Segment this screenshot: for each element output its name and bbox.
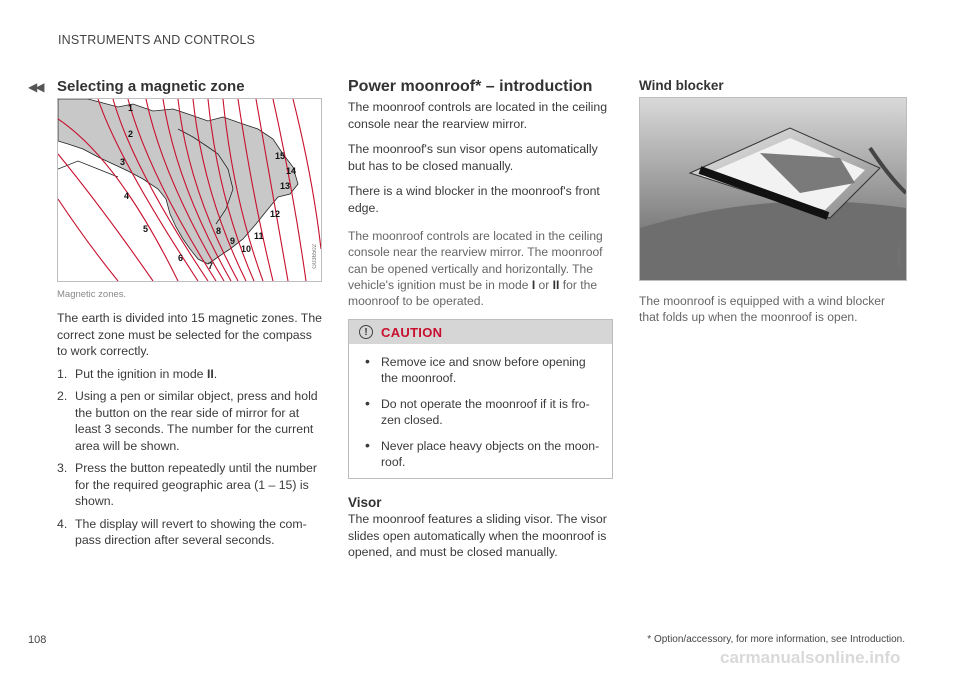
magnetic-zone-intro: The earth is divided into 15 magnetic zones. The correct zone must be selected for the compass to work correctly. xyxy=(57,311,322,359)
zone-label: 10 xyxy=(241,244,252,254)
magnetic-zones-figure xyxy=(57,98,322,282)
figure-code: G043471 xyxy=(897,243,903,268)
caution-title: CAUTION xyxy=(381,324,443,340)
column-magnetic-zone xyxy=(57,78,322,555)
figure-code: G036502 xyxy=(312,244,318,269)
caution-list xyxy=(349,344,612,478)
zone-label: 1 xyxy=(128,103,134,113)
zone-label: 9 xyxy=(230,236,236,246)
figure-caption: Magnetic zones. xyxy=(57,289,127,300)
step-item: 2. Using a pen or similar object, press and hold the button on the rear side of mirror for at least 3 seconds. The number for the current area will be shown. xyxy=(57,389,318,453)
zone-label: 11 xyxy=(254,231,264,241)
heading-wind-blocker: Wind blocker xyxy=(639,78,724,93)
page-number: 108 xyxy=(28,634,47,646)
step-item: 3. Press the button repeatedly until the number for the required geographic area (1 – 15) is shown. xyxy=(57,461,317,509)
heading-visor: Visor xyxy=(348,495,382,511)
column-moonroof-intro xyxy=(348,78,613,561)
caution-header xyxy=(349,320,612,344)
zone-label: 8 xyxy=(216,226,222,236)
step-item: 4. The display will revert to showing the com-pass direction after several seconds. xyxy=(57,516,307,548)
steps-list xyxy=(57,366,322,549)
moonroof-para-1: The moonroof controls are located in the ceiling console near the rearview mirror. xyxy=(348,100,608,131)
zone-label: 3 xyxy=(120,157,126,167)
magnetic-zones-map xyxy=(58,99,321,281)
warning-icon: ! xyxy=(359,325,373,339)
caution-box xyxy=(348,319,613,479)
zone-label: 4 xyxy=(124,191,130,201)
zone-label: 13 xyxy=(280,181,291,191)
wind-blocker-text: The moonroof is equipped with a wind blocker that folds up when the moonroof is open. xyxy=(639,294,886,325)
moonroof-para-3: There is a wind blocker in the moonroof's front edge. xyxy=(348,184,600,215)
zone-label: 15 xyxy=(275,151,286,161)
zone-label: 14 xyxy=(286,166,297,176)
column-wind-blocker xyxy=(639,78,907,326)
watermark: carmanualsonline.info xyxy=(720,648,901,667)
footnote: * Option/accessory, for more information, see Introduction. xyxy=(647,634,905,645)
zone-label: 2 xyxy=(128,129,134,139)
heading-magnetic-zone: Selecting a magnetic zone xyxy=(57,78,245,95)
caution-item: • Never place heavy objects on the moon-roof. xyxy=(365,437,600,470)
zone-label: 7 xyxy=(208,261,214,271)
coast-line-2 xyxy=(58,161,118,177)
caution-item: • Remove ice and snow before opening the moonroof. xyxy=(365,353,586,386)
section-header: INSTRUMENTS AND CONTROLS xyxy=(58,33,256,47)
moonroof-para-4: The moonroof controls are located in the ceiling console near the rearview mirror. The moonroof can be opened vertically and horizontally. The vehicle's ignition must be in mode I or II for the moonroof to be operated. xyxy=(348,229,603,309)
zone-label: 12 xyxy=(270,209,281,219)
zone-label: 5 xyxy=(143,224,149,234)
zone-label: 6 xyxy=(178,253,184,263)
back-chevron-icon[interactable]: ◀◀ xyxy=(28,80,43,94)
heading-moonroof-intro: Power moonroof* – introduction xyxy=(348,78,593,95)
caution-item: • Do not operate the moonroof if it is fro-zen closed. xyxy=(365,395,590,428)
moonroof-para-2: The moonroof's sun visor opens automatically but has to be closed manually. xyxy=(348,142,598,173)
wind-blocker-figure xyxy=(639,97,907,281)
visor-text: The moonroof features a sliding visor. The visor slides open automatically when the moonroof is opened, and must be closed manually. xyxy=(348,512,607,560)
zone-line xyxy=(58,199,118,281)
moonroof-photo xyxy=(640,98,906,280)
step-item: 1. Put the ignition in mode II. xyxy=(57,366,218,381)
